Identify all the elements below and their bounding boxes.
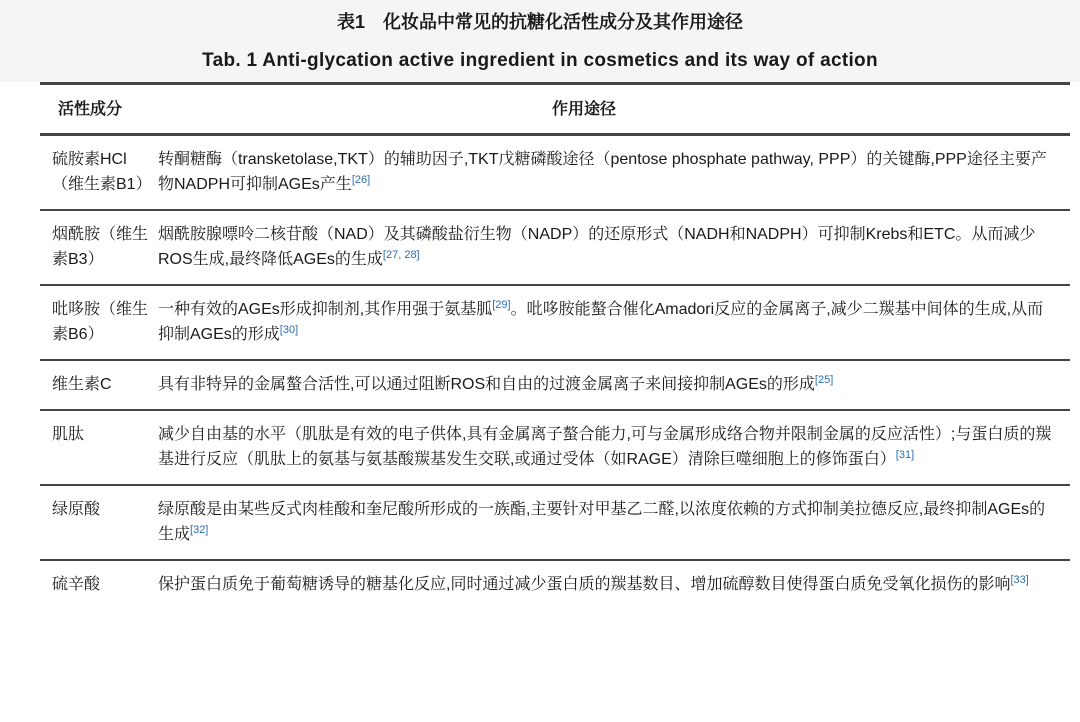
action-text: 保护蛋白质免于葡萄糖诱导的糖基化反应,同时通过减少蛋白质的羰基数目、增加硫醇数目使得蛋白质免受氧化损伤的影响 (158, 576, 1011, 593)
ingredient-cell (40, 560, 158, 609)
ingredient-name: 硫胺素HCl（维生素B1） (52, 151, 152, 193)
action-text: 减少自由基的水平（肌肽是有效的电子供体,具有金属离子螯合能力,可与金属形成络合物并限制金属的反应活性）;与蛋白质的羰基进行反应（肌肽上的氨基与氨基酸羰基发生交联,或通过受体（如RAGE）清除巨噬细胞上的修饰蛋白） (158, 426, 1052, 468)
action-text: 一种有效的AGEs形成抑制剂,其作用强于氨基胍 (158, 301, 493, 318)
header-action: 作用途径 (158, 84, 1070, 135)
ingredient-cell (40, 410, 158, 485)
table-row (40, 560, 1070, 609)
action-text: 转酮糖酶（transketolase,TKT）的辅助因子,TKT戊糖磷酸途径（pentose phosphate pathway, PPP）的关键酶,PPP途径主要产物NADPH可抑制AGEs产生 (158, 151, 1047, 193)
ingredient-name: 吡哆胺（维生素B6） (52, 301, 149, 343)
action-text: 烟酰胺腺嘌呤二核苷酸（NAD）及其磷酸盐衍生物（NADP）的还原形式（NADH和NADPH）可抑制Krebs和ETC。从而减少ROS生成,最终降低AGEs的生成 (158, 226, 1036, 268)
action-text: 绿原酸是由某些反式肉桂酸和奎尼酸所形成的一族酯,主要针对甲基乙二醛,以浓度依赖的方式抑制美拉德反应,最终抑制AGEs的生成 (158, 501, 1046, 543)
ingredient-name: 肌肽 (52, 426, 85, 443)
action-cell (158, 360, 1070, 410)
citation-link[interactable]: [33] (1010, 574, 1029, 586)
action-cell (158, 485, 1070, 560)
ingredient-name: 维生素C (52, 376, 112, 393)
ingredient-cell (40, 360, 158, 410)
action-cell (158, 285, 1070, 360)
table-row (40, 485, 1070, 560)
ingredients-table (40, 82, 1070, 609)
citation-link[interactable]: [30] (279, 324, 299, 336)
citation-link[interactable]: [32] (190, 524, 209, 536)
header-ingredient: 活性成分 (40, 84, 158, 135)
table-row (40, 410, 1070, 485)
action-cell (158, 410, 1070, 485)
ingredient-cell (40, 485, 158, 560)
ingredient-name: 绿原酸 (52, 501, 101, 518)
citation-link[interactable]: [27, 28] (382, 249, 420, 261)
action-text: 。吡哆胺能螯合催化Amadori反应的金属离子,减少二羰基中间体的生成,从而抑制AGEs的形成 (158, 301, 1044, 343)
table-row (40, 135, 1070, 211)
table-title-chinese: 表1 化妆品中常见的抗糖化活性成分及其作用途径 (336, 12, 743, 32)
table-row (40, 285, 1070, 360)
ingredient-cell (40, 285, 158, 360)
ingredient-cell (40, 135, 158, 211)
action-cell (158, 135, 1070, 211)
action-cell (158, 210, 1070, 285)
table-title-english: Tab. 1 Anti-glycation active ingredient in cosmetics and its way of action (202, 50, 878, 71)
table-row (40, 360, 1070, 410)
ingredient-cell (40, 210, 158, 285)
action-cell (158, 560, 1070, 609)
action-text: 具有非特异的金属螯合活性,可以通过阻断ROS和自由的过渡金属离子来间接抑制AGEs的形成 (158, 376, 815, 393)
citation-link[interactable]: [25] (814, 374, 834, 386)
table-header-row (40, 84, 1070, 135)
citation-link[interactable]: [31] (895, 449, 915, 461)
citation-link[interactable]: [29] (492, 299, 511, 311)
ingredient-name: 烟酰胺（维生素B3） (52, 226, 149, 268)
table-row (40, 210, 1070, 285)
ingredient-name: 硫辛酸 (52, 576, 101, 593)
table-caption (0, 0, 1080, 82)
citation-link[interactable]: [26] (351, 174, 371, 186)
